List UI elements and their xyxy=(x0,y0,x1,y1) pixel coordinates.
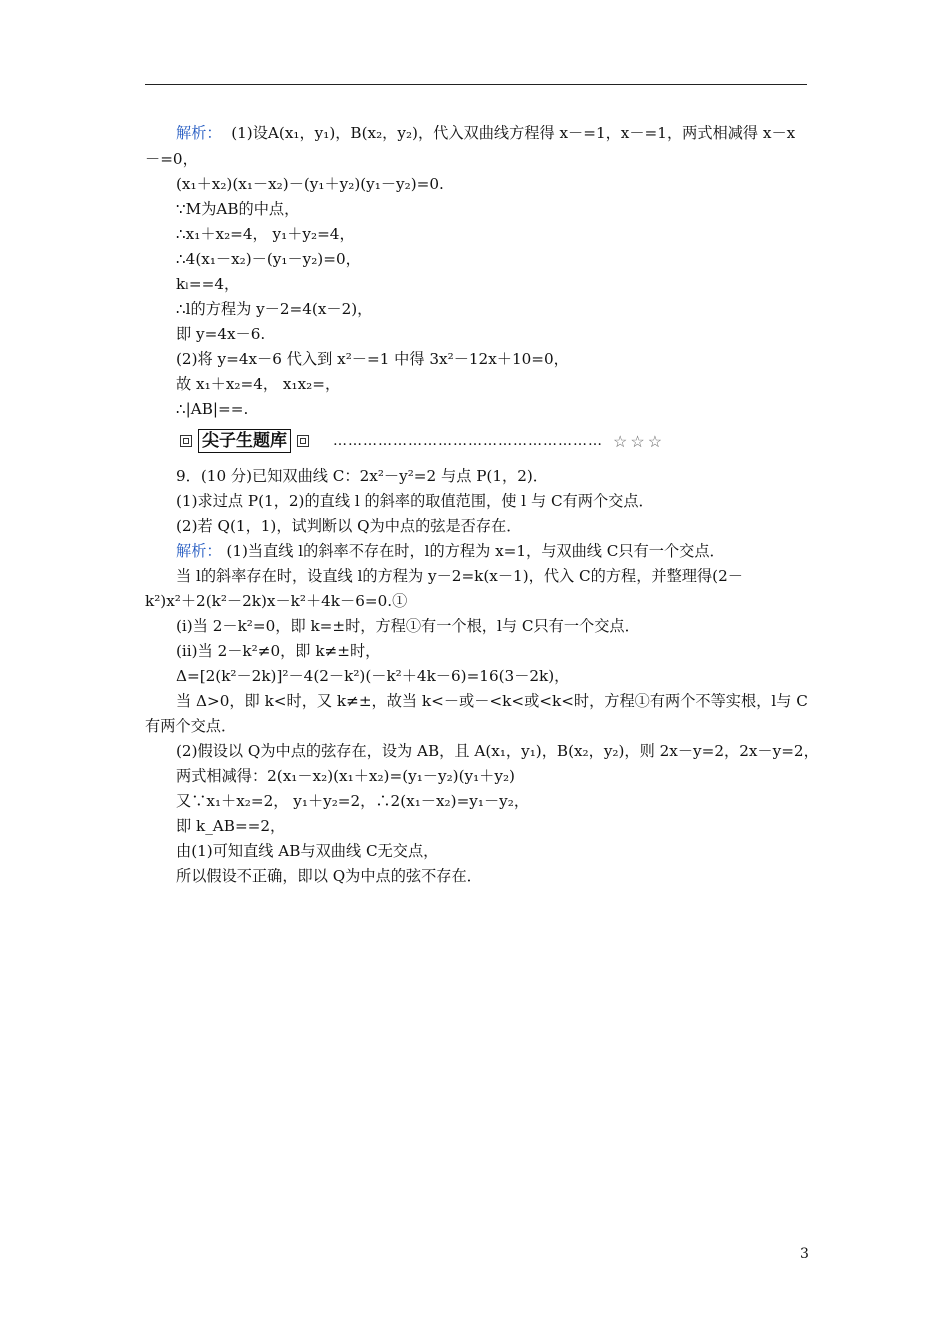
section-title: 尖子生题库 xyxy=(198,429,291,453)
solution-9-line-2: 当 l的斜率存在时，设直线 l的方程为 y－2=k(x－1)，代入 C的方程，并整理得(2－ xyxy=(176,567,743,585)
solution-8-line-1: 解析： (1)设A(x₁，y₁)，B(x₂，y₂)，代入双曲线方程得 x－=1，x－=1，两式相减得 x－x xyxy=(176,124,796,142)
solution-8-line-10: 故 x₁＋x₂=4， x₁x₂=， xyxy=(176,375,341,393)
difficulty-stars-icon: ☆☆☆ xyxy=(613,431,666,451)
solution-8-line-11: ∴|AB|==. xyxy=(176,400,249,418)
solution-8-line-8: 即 y=4x－6. xyxy=(176,325,266,343)
solution-8-line-5: ∴4(x₁－x₂)－(y₁－y₂)=0， xyxy=(176,250,361,268)
question-9-line-2: (1)求过点 P(1，2)的直线 l 的斜率的取值范围，使 l 与 C有两个交点． xyxy=(176,492,654,510)
solution-9-line-10: 两式相减得：2(x₁－x₂)(x₁＋x₂)=(y₁－y₂)(y₁＋y₂) xyxy=(176,767,515,785)
solution-8-line-2: (x₁＋x₂)(x₁－x₂)－(y₁＋y₂)(y₁－y₂)=0. xyxy=(176,175,444,193)
solution-label: 解析： xyxy=(176,542,222,560)
solution-8-line-4: ∴x₁＋x₂=4， y₁＋y₂=4， xyxy=(176,225,355,243)
solution-9-line-8: 有两个交点． xyxy=(145,717,237,735)
solution-9-line-1: 解析： (1)当直线 l的斜率不存在时，l的方程为 x=1，与双曲线 C只有一个交点． xyxy=(176,542,725,560)
solution-8-line-6: kₗ==4， xyxy=(176,275,240,293)
solution-9-line-3: k²)x²＋2(k²－2k)x－k²＋4k－6=0.① xyxy=(145,592,408,610)
page-number: 3 xyxy=(800,1246,809,1262)
solution-9-line-4: (ⅰ)当 2－k²=0，即 k=±时，方程①有一个根，l与 C只有一个交点． xyxy=(176,617,640,635)
header-rule xyxy=(145,84,807,85)
solution-9-line-9: (2)假设以 Q为中点的弦存在，设为 AB，且 A(x₁，y₁)，B(x₂，y₂)，则 2x－y=2，2x－y=2， xyxy=(176,742,819,760)
solution-9-line-12: 即 k_AB==2， xyxy=(176,817,286,835)
solution-9-line-6: Δ=[2(k²－2k)]²－4(2－k²)(－k²＋4k－6)=16(3－2k)， xyxy=(176,667,570,685)
solution-label: 解析： xyxy=(176,124,222,142)
solution-9-line-14: 所以假设不正确，即以 Q为中点的弦不存在． xyxy=(176,867,482,885)
solution-8-line-1b: －=0， xyxy=(145,150,198,168)
box-icon xyxy=(180,435,192,447)
solution-9-line-13: 由(1)可知直线 AB与双曲线 C无交点， xyxy=(176,842,439,860)
solution-9-line-11: 又∵x₁＋x₂=2， y₁＋y₂=2，∴2(x₁－x₂)=y₁－y₂， xyxy=(176,792,530,810)
solution-8-line-3: ∵M为AB的中点， xyxy=(176,200,300,218)
solution-8-line-7: ∴l的方程为 y－2=4(x－2)， xyxy=(176,300,373,318)
question-9-line-1: 9．(10 分)已知双曲线 C：2x²－y²=2 与点 P(1，2)． xyxy=(176,467,548,485)
section-dots: ……………………………………………… xyxy=(333,433,603,449)
solution-9-line-5: (ⅱ)当 2－k²≠0，即 k≠±时， xyxy=(176,642,381,660)
question-9-line-3: (2)若 Q(1，1)，试判断以 Q为中点的弦是否存在． xyxy=(176,517,522,535)
solution-8-line-9: (2)将 y=4x－6 代入到 x²－=1 中得 3x²－12x＋10=0， xyxy=(176,350,569,368)
box-icon xyxy=(297,435,309,447)
solution-9-line-7: 当 Δ>0，即 k<时，又 k≠±，故当 k<－或－<k<或<k<时，方程①有两个不等实根，l与 C xyxy=(176,692,808,710)
section-header xyxy=(176,428,665,454)
